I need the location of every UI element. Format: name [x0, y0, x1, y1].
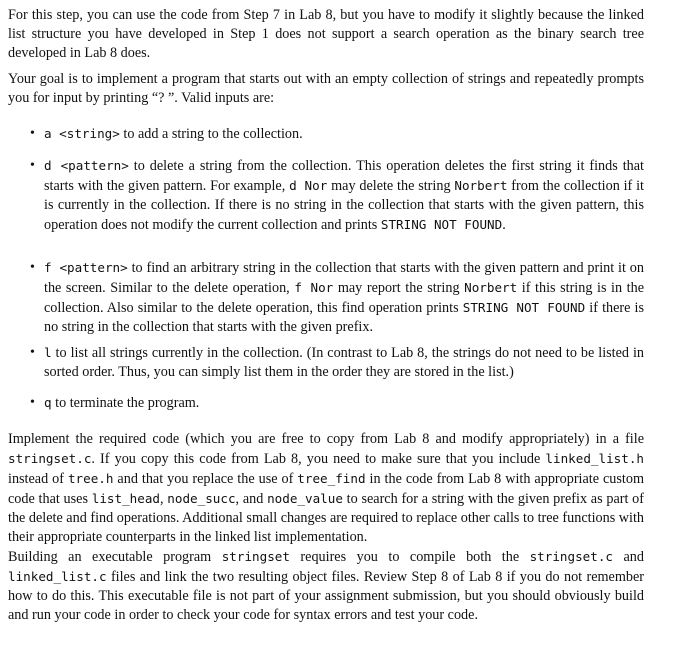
- filename-code: stringset.c: [8, 451, 92, 466]
- implementation-paragraph: Implement the required code (which you are free to copy from Lab 8 and modify appropriately) in a file stringset.c. If you copy this code from Lab 8, you need to make sure that you include linked_list.h instead of tree.h and that you replace the use of tree_find in the code from Lab 8 with appropriate custom code that uses list_head, node_succ, and node_value to search for a string with the given prefix as part of the delete and find operations. Additional small changes are required to replace other calls to tree functions with their appropriate counterparts in the linked list implementation.: [8, 431, 644, 545]
- command-code: d <pattern>: [44, 158, 129, 173]
- example-code: d Nor: [289, 178, 328, 193]
- message-code: STRING NOT FOUND: [380, 217, 503, 232]
- filename-code: linked_list.h: [545, 451, 644, 466]
- bullet-icon: •: [30, 395, 35, 410]
- document-page: For this step, you can use the code from Step 7 in Lab 8, but you have to modify it slightly because the linked list structure you have developed in Step 1 does not support a search operation as the binary search tree developed in Lab 8 does. Your goal is to implement a program that starts out with an empty collection of strings and repeatedly prompts you for input by printing “? ”. Valid inputs are: • a <string> to add a string to the collection. • d <pattern> to delete a string from the collection. This operation deletes the first string it finds that starts with the given pattern. For example, d Nor may delete the string Norbert from the collection if it is currently in the collection. If there is no string in the collection that starts with the given pattern, this operation does not modify the current collection and prints STRING NOT FOUND. • f <pattern> to find an arbitrary string in the collection that starts with the given pattern and print it on the screen. Similar to the delete operation, f Nor may report the string Norbert if this string is in the collection. Also similar to the delete operation, this find operation prints STRING NOT FOUND if there is no string in the collection that starts with the given prefix. • l to list all strings currently in the collection. (In contrast to Lab 8, the strings do not need to be listed in sorted order. Thus, you can simply list them in the order they are stored in the list.) • q to terminate the program. Implement the required code (which you are free to copy from Lab 8 and modify appropriately) in a file stringset.c. If you copy this code from Lab 8, you need to make sure that you include linked_list.h instead of tree.h and that you replace the use of tree_find in the code from Lab 8 with appropriate custom code that uses list_head, node_succ, and node_value to search for a string with the given prefix as part of the delete and find operations. Additional small changes are required to replace other calls to tree functions with their appropriate counterparts in the linked list implementation. Building an executable program stringset requires you to compile both the stringset.c and linked_list.c files and link the two resulting object files. Review Step 8 of Lab 8 if you do not remember how to do this. This executable file is not part of your assignment submission, but you should obviously build and run your code in order to check your code for syntax errors and test your code.: [8, 7, 644, 623]
- function-code: node_succ: [167, 491, 236, 506]
- build-paragraph: Building an executable program stringset requires you to compile both the stringset.c and linked_list.c files and link the two resulting object files. Review Step 8 of Lab 8 if you do not remember how to do this. This executable file is not part of your assignment submission, but you should obviously build and run your code in order to check your code for syntax errors and test your code.: [8, 549, 644, 623]
- function-code: list_head: [91, 491, 160, 506]
- bullet-icon: •: [30, 126, 35, 141]
- filename-code: tree.h: [67, 471, 114, 486]
- program-code: stringset: [221, 549, 290, 564]
- command-code: f <pattern>: [44, 260, 128, 275]
- example-code: Norbert: [464, 280, 518, 295]
- bullet-icon: •: [30, 345, 35, 360]
- function-code: node_value: [267, 491, 343, 506]
- example-code: f Nor: [294, 280, 334, 295]
- filename-code: stringset.c: [529, 549, 613, 564]
- intro-paragraph: For this step, you can use the code from Step 7 in Lab 8, but you have to modify it slightly because the linked list structure you have developed in Step 1 does not support a search operation as the binary search tree developed in Lab 8 does.: [8, 7, 644, 61]
- command-code: l: [44, 345, 52, 360]
- command-code: q: [44, 395, 52, 410]
- message-code: STRING NOT FOUND: [462, 300, 586, 315]
- goal-paragraph: Your goal is to implement a program that starts out with an empty collection of strings and repeatedly prompts you for input by printing “? ”. Valid inputs are:: [8, 71, 644, 106]
- command-code: a <string>: [44, 126, 120, 141]
- function-code: tree_find: [297, 471, 366, 486]
- filename-code: linked_list.c: [8, 569, 107, 584]
- bullet-icon: •: [30, 260, 35, 275]
- bullet-icon: •: [30, 158, 35, 173]
- example-code: Norbert: [454, 178, 508, 193]
